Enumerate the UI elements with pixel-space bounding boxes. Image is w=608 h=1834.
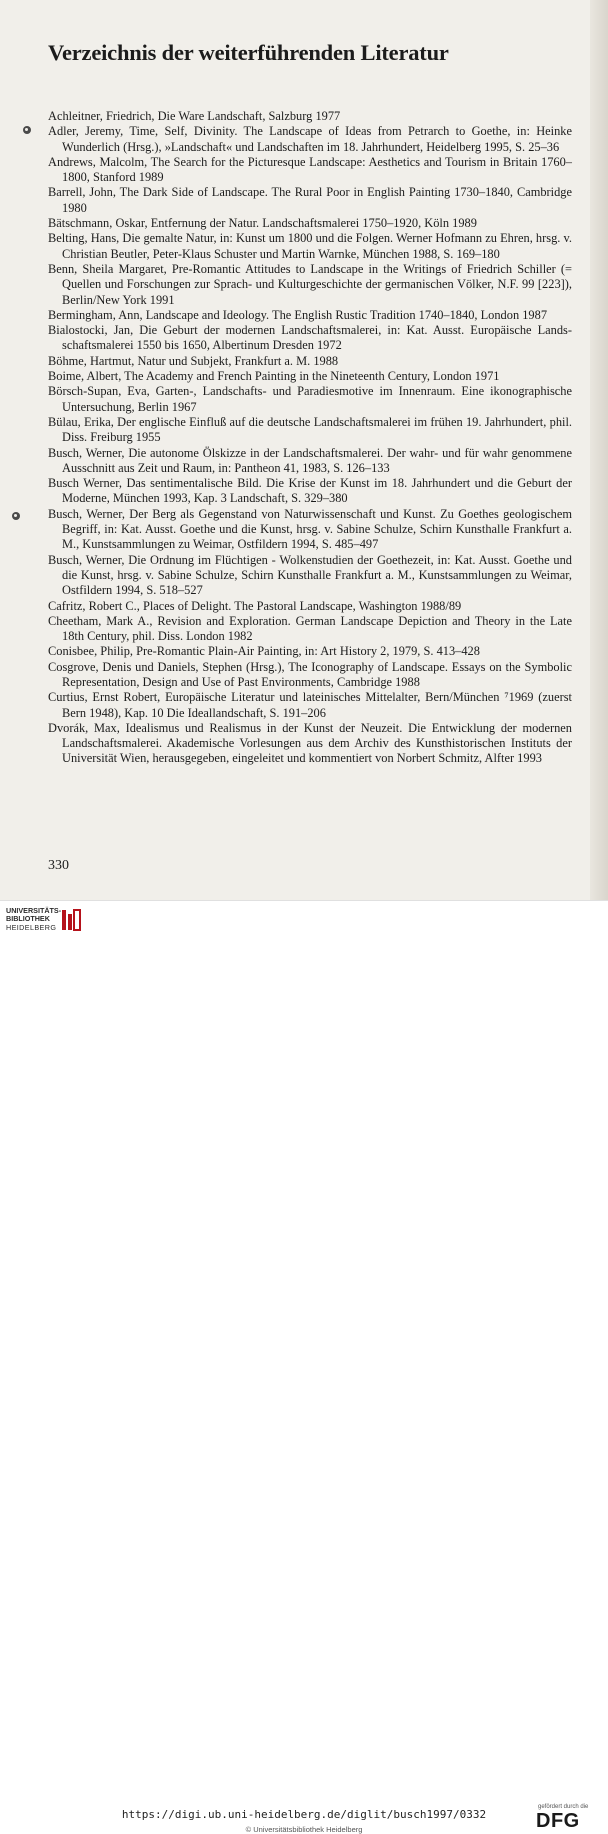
library-emblem-icon bbox=[60, 908, 82, 934]
bibliography-entry: Busch, Werner, Die Ordnung im Flüchtigen - Wolkenstudien der Goethezeit, in: Kat. Ausst. Goethe und die Kunst, hrsg. v. Sabine Schulze, Schirn Kunsthalle Frankfurt a. M., Kunstsammlungen zu Weimar, Ostfildern 1994, S. 518–527 bbox=[48, 552, 572, 598]
bibliography-entry: Achleitner, Friedrich, Die Ware Landschaft, Salzburg 1977 bbox=[48, 109, 341, 123]
bibliography-entry: Dvorák, Max, Idealismus und Realismus in der Kunst der Neuzeit. Die Entwicklung der modernen Landschaftsmalerei. Akademische Vorlesungen aus dem Archiv des Kunsthistorischen Instituts der Universität Wien, herausgegeben, eingeleitet und kommentiert von Norbert Schmitz, Alfter 1993 bbox=[48, 720, 572, 766]
document-url-link[interactable]: https://digi.ub.uni-heidelberg.de/diglit/busch1997/0332 bbox=[121, 1808, 487, 1821]
funder-name: DFG bbox=[536, 1810, 580, 1832]
bibliography-entry: Börsch-Supan, Eva, Garten-, Landschafts- und Paradiesmotive im Innenraum. Eine ikonographische Untersuchung, Berlin 1967 bbox=[48, 384, 572, 414]
book-page bbox=[0, 0, 608, 900]
margin-mark-icon bbox=[12, 512, 20, 520]
bibliography-entry: Belting, Hans, Die gemalte Natur, in: Kunst um 1800 und die Folgen. Werner Hofmann zu Ehren, hrsg. v. Christian Beutler, Peter-Klaus Schuster und Martin Warnke, München 1988, S. 169–180 bbox=[48, 231, 572, 261]
page-edge-shadow bbox=[590, 0, 608, 900]
bibliography-entry: Bermingham, Ann, Landscape and Ideology. The English Rustic Tradition 1740–1840, London 1987 bbox=[48, 307, 548, 322]
bibliography-entry: Curtius, Ernst Robert, Europäische Literatur und lateinisches Mittelalter, Bern/München ⁷1969 (zuerst Bern 1948), Kap. 10 Die Ideallandschaft, S. 191–206 bbox=[48, 690, 572, 720]
dfg-logo[interactable] bbox=[536, 1804, 602, 1832]
bibliography-entry: Cosgrove, Denis und Daniels, Stephen (Hrsg.), The Iconography of Landscape. Essays on the Symbolic Representation, Design and Use of Past Environments, Cambridge 1988 bbox=[48, 659, 572, 689]
bibliography-list bbox=[48, 109, 572, 767]
bibliography-entry: Adler, Jeremy, Time, Self, Divinity. The Landscape of Ideas from Petrarch to Goethe, in: Heinke Wunderlich (Hrsg.), »Landschaft« und Landschaften im 18. Jahrhundert, Heidelberg 1995, S. 25–36 bbox=[48, 124, 572, 154]
bibliography-entry: Bülau, Erika, Der englische Einfluß auf die deutsche Landschaftsmalerei im frühen 19. Jahrhundert, phil. Diss. Freiburg 1955 bbox=[48, 414, 572, 445]
bibliography-entry: Busch Werner, Das sentimentalische Bild. Die Krise der Kunst im 18. Jahrhundert und die Geburt der Moderne, München 1993, Kap. 3 Landschaft, S. 329–380 bbox=[48, 476, 572, 506]
library-name-line: BIBLIOTHEK bbox=[6, 914, 50, 924]
bibliography-entry: Busch, Werner, Die autonome Ölskizze in der Landschaftsmalerei. Der wahr- und für wahr genommene Ausschnitt aus Zeit und Raum, in: Pantheon 41, 1983, S. 126–133 bbox=[48, 445, 572, 475]
bibliography-entry: Conisbee, Philip, Pre-Romantic Plain-Air Painting, in: Art History 2, 1979, S. 413–428 bbox=[48, 644, 480, 659]
bibliography-entry: Bialostocki, Jan, Die Geburt der modernen Landschaftsmalerei, in: Kat. Ausst. Europäische Landsschaftsmalerei 1550 bis 1650, Albertinum Dresden 1972 bbox=[48, 323, 572, 353]
bibliography-entry: Cafritz, Robert C., Places of Delight. The Pastoral Landscape, Washington 1988/89 bbox=[48, 598, 462, 613]
page-number: 330 bbox=[48, 858, 69, 873]
bibliography-entry: Boime, Albert, The Academy and French Painting in the Nineteenth Century, London 1971 bbox=[48, 369, 500, 384]
page-title: Verzeichnis der weiterführenden Literatur bbox=[48, 40, 449, 65]
funded-by-label: gefördert durch die bbox=[538, 1804, 589, 1810]
bibliography-entry: Böhme, Hartmut, Natur und Subjekt, Frankfurt a. M. 1988 bbox=[48, 353, 339, 368]
library-name-line: HEIDELBERG bbox=[6, 922, 57, 932]
library-name-line: UNIVERSITÄTS- bbox=[6, 906, 62, 915]
bibliography-entry: Barrell, John, The Dark Side of Landscape. The Rural Poor in English Painting 1730–1840, Cambridge 1980 bbox=[48, 185, 572, 215]
bibliography-entry: Andrews, Malcolm, The Search for the Picturesque Landscape: Aesthetics and Tourism in Britain 1760–1800, Stanford 1989 bbox=[48, 154, 572, 185]
viewer-footer bbox=[0, 900, 608, 1834]
margin-mark-icon bbox=[23, 126, 31, 134]
copyright-notice: © Universitätsbibliothek Heidelberg bbox=[245, 1825, 363, 1834]
bibliography-entry: Benn, Sheila Margaret, Pre-Romantic Attitudes to Landscape in the Writings of Friedrich Schiller (= Quellen und Forschungen zur Sprach- und Kulturgeschichte der germanischen Völker, N.F. 99 [223]), Berlin/New York 1991 bbox=[48, 261, 572, 307]
bibliography-entry: Busch, Werner, Der Berg als Gegenstand von Naturwissenschaft und Kunst. Zu Goethes geologischem Begriff, in: Kat. Ausst. Goethe und die Kunst, hrsg. v. Sabine Schulze, Schirn Kunsthalle Frankfurt a. M., Kunstsammlungen zu Weimar, Ostfildern 1994, S. 485–497 bbox=[48, 506, 572, 552]
bibliography-entry: Cheetham, Mark A., Revision and Exploration. German Landscape Depiction and Theory in the Late 18th Century, phil. Diss. London 1982 bbox=[48, 613, 572, 644]
bibliography-entry: Bätschmann, Oskar, Entfernung der Natur. Landschaftsmalerei 1750–1920, Köln 1989 bbox=[48, 216, 477, 231]
